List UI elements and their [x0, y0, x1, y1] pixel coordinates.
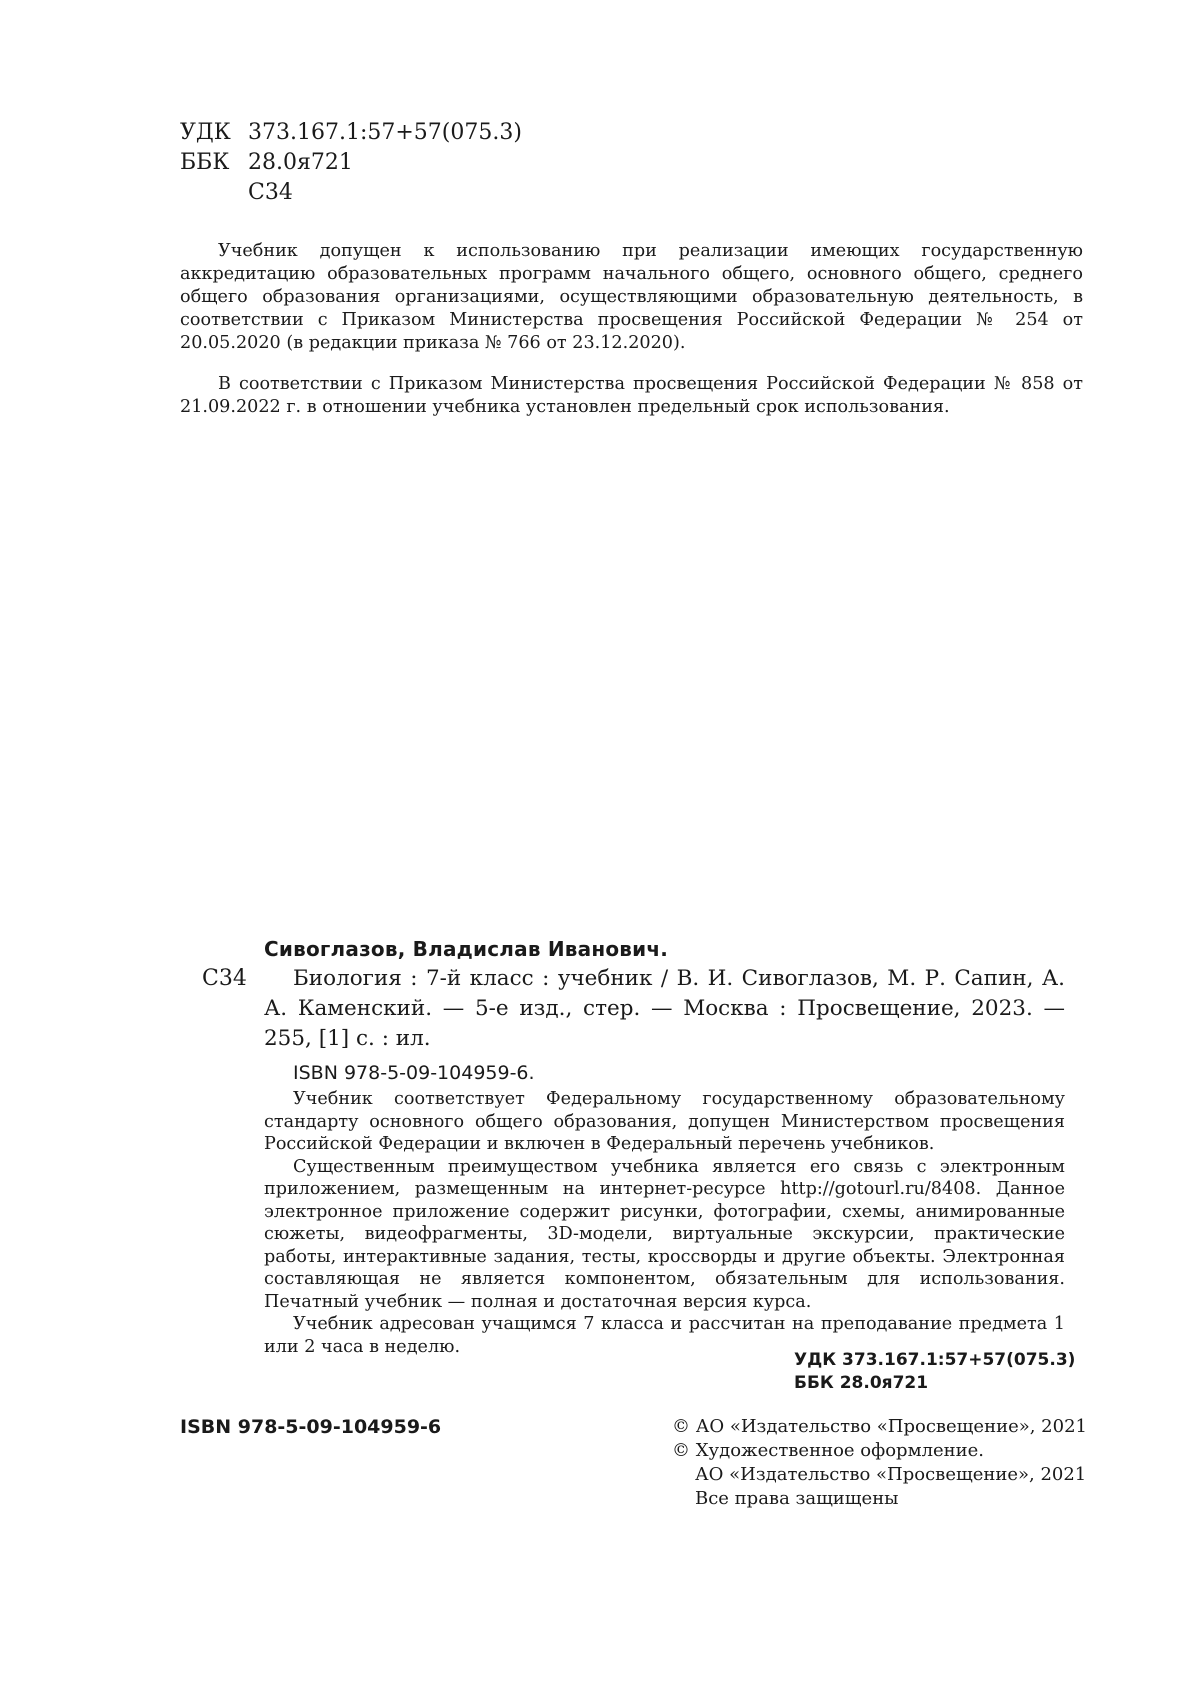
- catalog-description: Биология : 7-й класс : учебник / В. И. Сивоглазов, М. Р. Сапин, А. А. Каменский. — 5-е изд., стер. — Москва : Просвещение, 2023. — 255, [1] с. : ил.: [264, 966, 1065, 1051]
- catalog-author-code: С34: [202, 966, 247, 991]
- annotation-paragraph: Учебник адресован учащимся 7 класса и рассчитан на преподавание предмета 1 или 2 часа в неделю.: [264, 1314, 1065, 1357]
- catalog-entry: [264, 934, 1065, 1088]
- approval-notice: [180, 240, 1083, 355]
- udk-value: 373.167.1:57+57(075.3): [248, 120, 522, 145]
- isbn-footer: ISBN 978-5-09-104959-6: [180, 1416, 442, 1438]
- codes-footer-udk: УДК 373.167.1:57+57(075.3): [794, 1350, 1076, 1370]
- author-code: С34: [248, 180, 293, 205]
- usage-term-notice-text: В соответствии с Приказом Министерства просвещения Российской Федерации № 858 от 21.09.2022 г. в отношении учебника установлен предельный срок использования.: [180, 374, 1083, 417]
- codes-footer: [794, 1349, 1075, 1395]
- annotation-paragraph: Учебник соответствует Федеральному государственному образовательному стандарту основного общего образования, допущен Министерством просвещения Российской Федерации и включен в Федеральный перечень учебников.: [264, 1089, 1065, 1154]
- rights-reserved: Все права защищены: [695, 1488, 899, 1509]
- catalog-isbn: ISBN 978-5-09-104959-6.: [293, 1062, 535, 1084]
- copyright-line: © Художественное оформление.: [672, 1440, 985, 1461]
- copyright-line: © АО «Издательство «Просвещение», 2021: [672, 1416, 1087, 1437]
- catalog-author: Сивоглазов, Владислав Иванович.: [264, 937, 669, 961]
- annotation-paragraph: Существенным преимуществом учебника является его связь с электронным приложением, размещенным на интернет-ресурсе http://gotourl.ru/8408. Данное электронное приложение содержит рисунки, фотографии, схемы, анимированные сюжеты, видеофрагменты, 3D-модели, виртуальные экскурсии, практические работы, интерактивные задания, тесты, кроссворды и другие объекты. Электронная составляющая не является компонентом, обязательным для использования. Печатный учебник — полная и достаточная версия курса.: [264, 1156, 1065, 1312]
- copyright-block: [672, 1415, 1087, 1511]
- author-code-row: [180, 178, 522, 208]
- approval-notice-text: Учебник допущен к использованию при реализации имеющих государственную аккредитацию образовательных программ начального общего, основного общего, среднего общего образования организациями, осуществляющими образовательную деятельность, в соответствии с Приказом Министерства просвещения Российской Федерации № 254 от 20.05.2020 (в редакции приказа № 766 от 23.12.2020).: [180, 241, 1083, 353]
- udk-row: [180, 118, 522, 148]
- udk-label: УДК: [180, 120, 231, 145]
- copyright-line: АО «Издательство «Просвещение», 2021: [695, 1464, 1087, 1485]
- bbk-value: 28.0я721: [248, 150, 353, 175]
- annotation: [264, 1088, 1065, 1358]
- usage-term-notice: [180, 373, 1083, 419]
- codes-footer-bbk: ББК 28.0я721: [794, 1373, 929, 1393]
- classification-block: [180, 118, 522, 208]
- bbk-label: ББК: [180, 150, 230, 175]
- bbk-row: [180, 148, 522, 178]
